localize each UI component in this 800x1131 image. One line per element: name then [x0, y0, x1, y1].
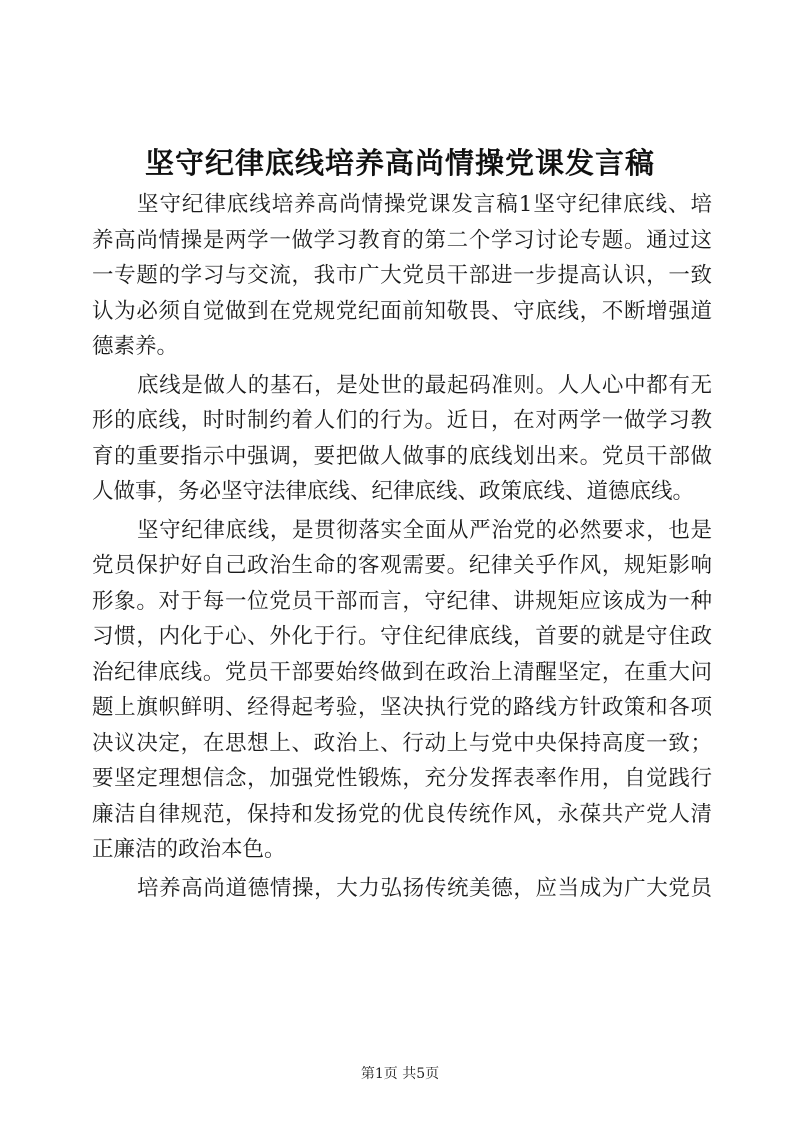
- text-line: 决议决定，在思想上、政治上、行动上与党中央保持高度一致；: [92, 730, 712, 756]
- text-line: 廉洁自律规范，保持和发扬党的优良传统作风，永葆共产党人清: [92, 801, 712, 827]
- text-line: 底线是做人的基石，是处世的最起码准则。人人心中都有无: [137, 372, 712, 398]
- body-paragraph: [92, 187, 712, 365]
- text-line: 德素养。: [92, 334, 179, 359]
- text-line: 正廉洁的政治本色。: [92, 837, 286, 862]
- text-line: 要坚定理想信念，加强党性锻炼，充分发挥表率作用，自觉践行: [92, 766, 712, 791]
- text-line: 形象。对于每一位党员干部而言，守纪律、讲规矩应该成为一种: [92, 588, 712, 614]
- page-title: 坚守纪律底线培养高尚情操党课发言稿: [144, 146, 655, 180]
- text-line: 人做事，务必坚守法律底线、纪律底线、政策底线、道德底线。: [92, 479, 695, 504]
- text-line: 一专题的学习与交流，我市广大党员干部进一步提高认识，一致: [92, 263, 712, 288]
- text-line: 培养高尚道德情操，大力弘扬传统美德，应当成为广大党员: [137, 875, 712, 901]
- text-line: 育的重要指示中强调，要把做人做事的底线划出来。党员干部做: [92, 443, 712, 469]
- text-line: 题上旗帜鲜明、经得起考验，坚决执行党的路线方针政策和各项: [92, 695, 712, 720]
- text-line: 坚守纪律底线，是贯彻落实全面从严治党的必然要求，也是: [137, 517, 712, 543]
- document-body: [92, 187, 712, 909]
- text-line: 形的底线，时时制约着人们的行为。近日，在对两学一做学习教: [92, 408, 712, 433]
- body-paragraph: [92, 368, 712, 510]
- text-line: 坚守纪律底线培养高尚情操党课发言稿1坚守纪律底线、培: [137, 192, 712, 217]
- page-footer: 第1页 共5页: [360, 1066, 440, 1082]
- text-line: 习惯，内化于心、外化于行。守住纪律底线，首要的就是守住政: [92, 624, 712, 649]
- text-line: 党员保护好自己政治生命的客观需要。纪律关乎作风，规矩影响: [92, 553, 712, 578]
- text-line: 认为必须自觉做到在党规党纪面前知敬畏、守底线，不断增强道: [92, 298, 712, 324]
- body-paragraph: [92, 513, 712, 868]
- body-paragraph: [92, 871, 712, 907]
- text-line: 治纪律底线。党员干部要始终做到在政治上清醒坚定，在重大问: [92, 659, 712, 685]
- text-line: 养高尚情操是两学一做学习教育的第二个学习讨论专题。通过这: [92, 227, 712, 253]
